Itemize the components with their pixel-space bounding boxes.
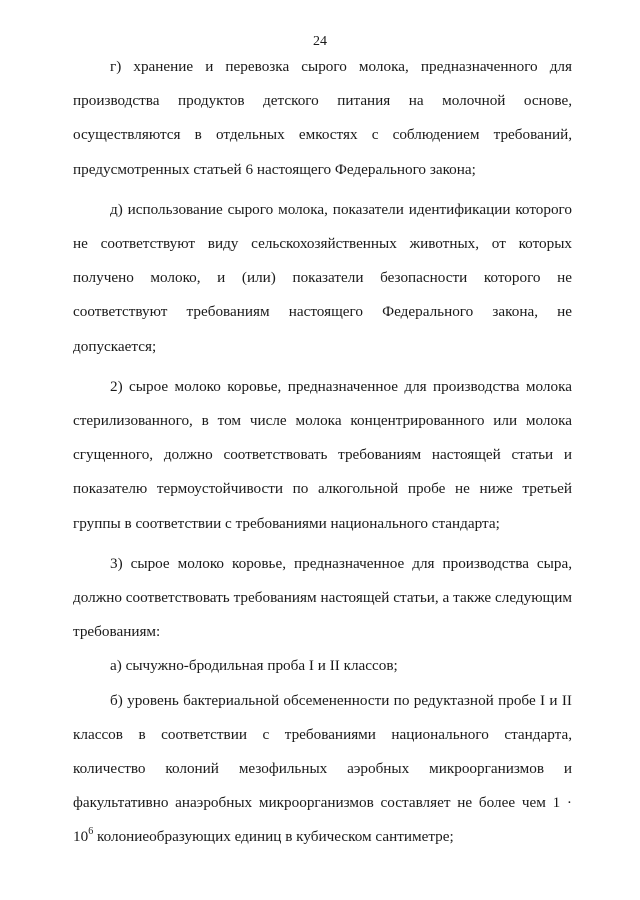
document-body bbox=[73, 50, 572, 855]
paragraph-3: 3) сырое молоко коровье, предназначенное для производства сыра, должно соответствовать требованиям настоящей статьи, а также следующим требованиям: bbox=[73, 554, 572, 641]
page-number: 24 bbox=[313, 34, 327, 49]
paragraph-a: а) сычужно-бродильная проба I и II классов; bbox=[110, 657, 398, 675]
paragraph-2: 2) сырое молоко коровье, предназначенное для производства молока стерилизованного, в том числе молока концентрированного или молока сгущенного, должно соответствовать требованиям настоящей статьи и показателю термоустойчивости по алкогольной пробе не ниже третьей группы в соответствии с требованиями национального стандарта; bbox=[73, 377, 572, 532]
exponent: 6 bbox=[88, 826, 94, 838]
paragraph-b bbox=[73, 684, 572, 855]
paragraph-b-end: колониеобразующих единиц в кубическом сантиметре; bbox=[96, 828, 454, 846]
paragraph-d: д) использование сырого молока, показатели идентификации которого не соответствуют виду сельскохозяйственных животных, от которых получено молоко, и (или) показатели безопасности которого не соответствуют требованиям настоящего Федерального закона, не допускается; bbox=[73, 200, 572, 355]
paragraph-g: г) хранение и перевозка сырого молока, предназначенного для производства продуктов детского питания на молочной основе, осуществляются в отдельных емкостях с соблюдением требований, предусмотренных статьей 6 настоящего Федерального закона; bbox=[73, 58, 572, 178]
paragraph-b-text: б) уровень бактериальной обсемененности по редуктазной пробе I и II классов в соответствии с требованиями национального стандарта, количество колоний мезофильных аэробных микроорганизмов и факультативно анаэробных микроорганизмов составляет не более чем 1 · 10 bbox=[73, 691, 572, 846]
